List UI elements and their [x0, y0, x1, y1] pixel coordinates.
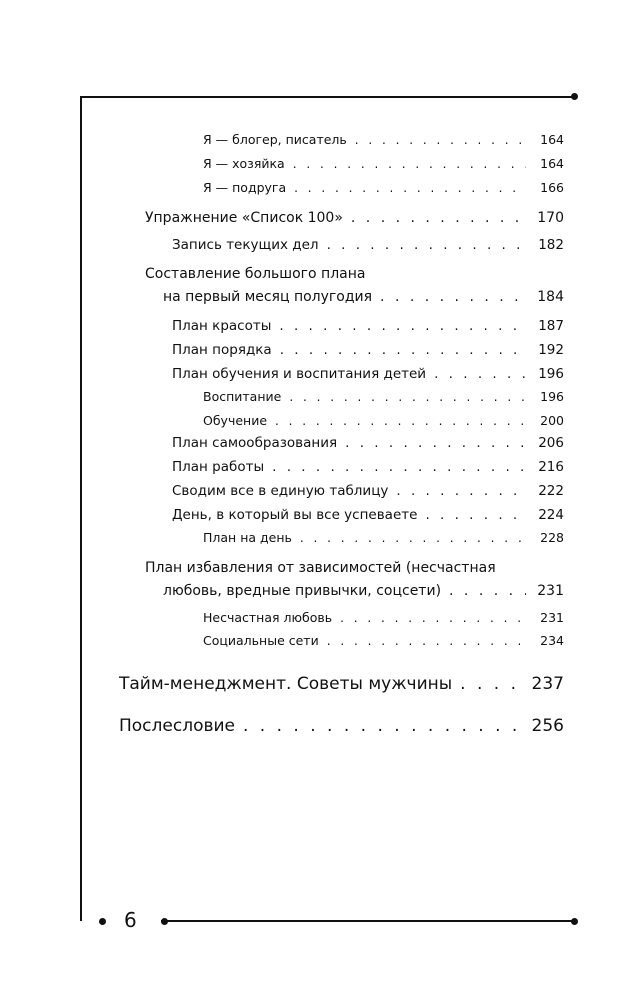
page-number: 6	[124, 908, 137, 932]
toc-entry	[163, 581, 564, 601]
toc-entry-page: 182	[538, 237, 564, 253]
toc-entry-page: 231	[540, 610, 564, 625]
toc-entry-page: 216	[538, 459, 564, 475]
toc-entry-page: 234	[540, 633, 564, 648]
toc-dot-leader	[279, 316, 526, 336]
toc-dot-leader	[396, 481, 526, 501]
toc-dot-leader	[327, 235, 526, 255]
toc-entry	[172, 457, 564, 477]
toc-dot-leader	[293, 155, 526, 173]
toc-entry-title: День, в который вы все успеваете	[172, 507, 418, 523]
toc-entry	[172, 364, 564, 384]
toc-dot-leader	[351, 208, 526, 228]
toc-entry-page: 164	[540, 132, 564, 147]
toc-entry-title: План обучения и воспитания детей	[172, 366, 427, 382]
toc-entry-page: 192	[538, 342, 564, 358]
toc-entry	[203, 388, 564, 406]
toc-dot-leader	[434, 364, 526, 384]
toc-dot-leader	[289, 388, 526, 406]
toc-entry-page: 196	[540, 389, 564, 404]
toc-dot-leader	[243, 714, 524, 738]
toc-entry-page: 196	[538, 366, 564, 382]
toc-entry	[145, 208, 564, 228]
toc-entry-title: Сводим все в единую таблицу	[172, 483, 389, 499]
toc-entry-title: Я — блогер, писатель	[203, 132, 347, 147]
toc-dot-leader	[425, 505, 526, 525]
footer-left-dot	[99, 918, 106, 925]
toc-entry-page: 231	[537, 583, 564, 599]
toc-entry-page: 206	[538, 435, 564, 451]
toc-entry-title-line1: Составление большого плана	[145, 266, 366, 282]
toc-entry-title: План порядка	[172, 342, 272, 358]
toc-entry-title: Несчастная любовь	[203, 610, 333, 625]
toc-entry-page: 200	[540, 413, 564, 428]
toc-entry-page: 256	[531, 716, 564, 736]
toc-dot-leader	[449, 581, 526, 601]
toc-entry-title: Упражнение «Список 100»	[145, 210, 343, 226]
toc-entry-page: 222	[538, 483, 564, 499]
toc-dot-leader	[340, 609, 526, 627]
toc-entry-title: План самообразования	[172, 435, 338, 451]
toc-entry	[119, 714, 564, 738]
toc-entry-page: 237	[531, 674, 564, 694]
toc-entry-title: любовь, вредные привычки, соцсети)	[163, 583, 442, 599]
toc-entry	[203, 131, 564, 149]
toc-entry-title: План красоты	[172, 318, 272, 334]
toc-entry	[172, 340, 564, 360]
toc-dot-leader	[275, 412, 526, 430]
toc-entry-title: План работы	[172, 459, 265, 475]
toc-entry	[119, 672, 564, 696]
toc-entry	[203, 609, 564, 627]
toc-entry-title: План на день	[203, 530, 292, 545]
footer-right-dot	[571, 918, 578, 925]
toc-dot-leader	[300, 529, 526, 547]
toc-entry-page: 228	[540, 530, 564, 545]
toc-dot-leader	[355, 131, 526, 149]
toc-entry-page: 187	[538, 318, 564, 334]
frame-top-rule	[80, 96, 573, 98]
toc-entry	[172, 433, 564, 453]
toc-dot-leader	[327, 632, 526, 650]
toc-dot-leader	[294, 179, 526, 197]
toc-entry-page: 164	[540, 156, 564, 171]
toc-dot-leader	[460, 672, 523, 696]
toc-entry-title: Послесловие	[119, 716, 235, 736]
toc-entry-title: Тайм-менеджмент. Советы мужчины	[119, 674, 453, 694]
toc-entry	[203, 412, 564, 430]
frame-left-rule	[80, 96, 82, 921]
toc-dot-leader	[280, 340, 526, 360]
toc-entry-title: Запись текущих дел	[172, 237, 319, 253]
toc-entry-title: Я — подруга	[203, 180, 287, 195]
toc-entry	[203, 179, 564, 197]
toc-entry-title: на первый месяц полугодия	[163, 289, 373, 305]
toc-entry-title: Обучение	[203, 413, 268, 428]
frame-top-dot	[571, 93, 578, 100]
toc-entry-title: Социальные сети	[203, 633, 319, 648]
toc-dot-leader	[272, 457, 526, 477]
toc-entry-title: Я — хозяйка	[203, 156, 285, 171]
toc-entry	[172, 505, 564, 525]
toc-entry-page: 224	[538, 507, 564, 523]
toc-entry	[172, 235, 564, 255]
toc-dot-leader	[380, 287, 526, 307]
toc-entry	[163, 287, 564, 307]
toc-dot-leader	[345, 433, 526, 453]
toc-entry	[172, 316, 564, 336]
toc-entry	[203, 632, 564, 650]
toc-entry-title-line1: План избавления от зависимостей (несчастная	[145, 560, 496, 576]
toc-entry-page: 166	[540, 180, 564, 195]
toc-entry	[203, 529, 564, 547]
toc-entry-page: 184	[537, 289, 564, 305]
toc-entry-title: Воспитание	[203, 389, 282, 404]
frame-bottom-rule	[161, 920, 573, 922]
toc-entry	[203, 155, 564, 173]
toc-entry	[172, 481, 564, 501]
toc-entry-page: 170	[537, 210, 564, 226]
